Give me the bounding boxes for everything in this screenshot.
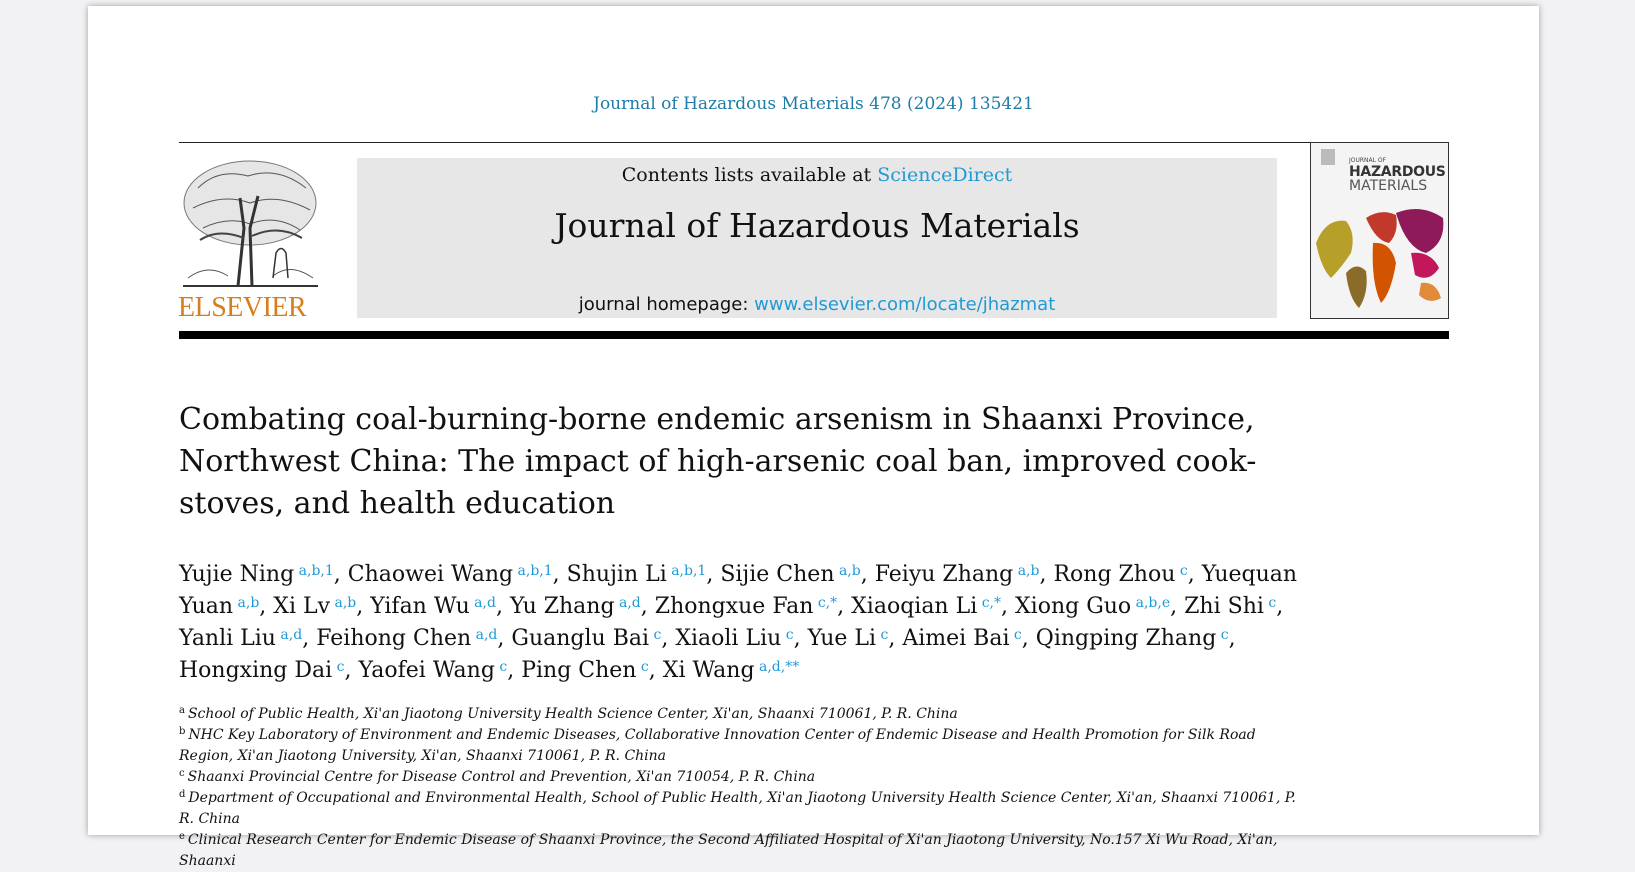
elsevier-tree-icon xyxy=(178,158,323,288)
elsevier-logo[interactable] xyxy=(178,158,323,322)
article-title: Combating coal-burning-borne endemic arsenism in Shaanxi Province, Northwest China: The impact of high-arsenic coal ban, improved cook-stoves, and health education xyxy=(179,402,1257,521)
author-name: Xiaoqian Li xyxy=(851,594,978,619)
affiliation-text: Department of Occupational and Environmental Health, School of Public Health, Xi'an Jiaotong University Health Science Center, Xi'an, Shaanxi 710061, P. R. China xyxy=(179,790,1296,827)
author-affiliation-marker[interactable]: c,* xyxy=(813,595,838,611)
homepage-link[interactable]: www.elsevier.com/locate/jhazmat xyxy=(754,294,1056,315)
author-affiliation-marker[interactable]: a,b,1 xyxy=(294,563,334,579)
homepage-prefix: journal homepage: xyxy=(578,294,755,315)
affiliation-key: d xyxy=(179,789,186,800)
affiliation-list xyxy=(179,704,1309,872)
author-affiliation-marker[interactable]: a,d xyxy=(614,595,641,611)
author-name: Feihong Chen xyxy=(316,626,472,651)
author-list: Yujie Ning $^{a,b,1}$, Chaowei Wang $^{a,b,1}$, Shujin Li $^{a,b,1}$, Sijie Chen $^{a,b}$, Feiyu Zhang $^{a,b}$, Rong Zhou $^c$, Yuequan Yuan $^{a,b}$, Xi Lv $^{a,b}$, Yifan Wu $^{a,d}$, Yu Zhang $^{a,d}$, Zhongxue Fan $^{c,*}$, Xiaoqian Li $^{c,*}$, Xiong Guo $^{a,b,e}$, Zhi Shi $^c$, Yanli Liu $^{a,d}$, Feihong Chen $^{a,d}$, Guanglu Bai $^c$, Xiaoli Liu $^c$, Yue Li $^c$, Aimei Bai $^c$, Qingping Zhang $^c$, Hongxing Dai $^c$, Yaofei Wang $^c$, Ping Chen $^c$, Xi Wang $^{a,d,**}$ xyxy=(179,562,1298,683)
author-name: Yifan Wu xyxy=(370,594,470,619)
author-name: Xi Lv xyxy=(273,594,331,619)
author-name: Feiyu Zhang xyxy=(874,562,1014,587)
author-affiliation-marker[interactable]: a,d,** xyxy=(754,659,800,675)
author-name: Yue Li xyxy=(807,626,877,651)
author-name: Xiong Guo xyxy=(1015,594,1132,619)
author-name: Hongxing Dai xyxy=(179,658,333,683)
affiliation-item xyxy=(179,725,1309,767)
author-affiliation-marker[interactable]: c xyxy=(494,659,508,675)
author-name: Ping Chen xyxy=(521,658,637,683)
author-affiliation-marker[interactable]: a,d xyxy=(469,595,496,611)
author-name: Zhongxue Fan xyxy=(654,594,814,619)
author-affiliation-marker[interactable]: c xyxy=(1263,595,1277,611)
author-affiliation-marker[interactable]: a,b,1 xyxy=(666,563,707,579)
affiliation-key: a xyxy=(179,705,185,716)
affiliation-item xyxy=(179,767,1309,788)
author-affiliation-marker[interactable]: c xyxy=(1216,627,1229,643)
affiliation-key: c xyxy=(179,768,185,779)
author-name: Shujin Li xyxy=(566,562,667,587)
author-name: Sijie Chen xyxy=(720,562,835,587)
author-name: Guanglu Bai xyxy=(511,626,650,651)
affiliation-item xyxy=(179,830,1309,872)
affiliation-item xyxy=(179,788,1309,830)
cover-subtitle: MATERIALS xyxy=(1349,178,1428,194)
header-divider xyxy=(179,142,1365,143)
header-rule xyxy=(179,331,1449,339)
author-affiliation-marker[interactable]: c,* xyxy=(977,595,1001,611)
affiliation-key: e xyxy=(179,831,185,842)
author-name: Aimei Bai xyxy=(902,626,1010,651)
author-name: Yujie Ning xyxy=(179,562,295,587)
contents-prefix: Contents lists available at xyxy=(621,164,878,186)
pdf-page xyxy=(88,6,1539,869)
cover-title: HAZARDOUS xyxy=(1349,164,1446,180)
author-name: Qingping Zhang xyxy=(1035,626,1217,651)
author-affiliation-marker[interactable]: c xyxy=(876,627,889,643)
author-name: Xi Wang xyxy=(662,658,755,683)
journal-banner xyxy=(357,158,1277,318)
affiliation-text: NHC Key Laboratory of Environment and Endemic Diseases, Collaborative Innovation Center of Endemic Disease and Health Promotion for Silk Road Region, Xi'an Jiaotong University, Xi'an, Shaanxi 710061, P. R. China xyxy=(179,727,1256,764)
author-affiliation-marker[interactable]: c xyxy=(781,627,794,643)
journal-cover-image[interactable] xyxy=(1310,142,1449,319)
author-name: Yaofei Wang xyxy=(358,658,495,683)
author-name: Rong Zhou xyxy=(1053,562,1176,587)
author-affiliation-marker[interactable]: a,b xyxy=(330,595,357,611)
author-name: Yuequan Yuan xyxy=(179,562,1298,619)
author-affiliation-marker[interactable]: a,b xyxy=(834,563,861,579)
author-name: Yu Zhang xyxy=(509,594,615,619)
author-affiliation-marker[interactable]: a,b xyxy=(1013,563,1040,579)
affiliation-key: b xyxy=(179,726,186,737)
cover-pretitle: JOURNAL OF xyxy=(1349,157,1387,164)
affiliation-item xyxy=(179,704,1309,725)
author-affiliation-marker[interactable]: c xyxy=(332,659,345,675)
affiliation-text: Clinical Research Center for Endemic Disease of Shaanxi Province, the Second Affiliated Hospital of Xi'an Jiaotong University, No.157 Xi Wu Road, Xi'an, Shaanxi xyxy=(179,832,1278,869)
affiliation-text: School of Public Health, Xi'an Jiaotong University Health Science Center, Xi'an, Shaanxi 710061, P. R. China xyxy=(187,706,958,722)
journal-citation[interactable]: Journal of Hazardous Materials 478 (2024) 135421 xyxy=(593,94,1034,114)
author-affiliation-marker[interactable]: c xyxy=(649,627,662,643)
journal-title: Journal of Hazardous Materials xyxy=(554,206,1080,245)
author-name: Chaowei Wang xyxy=(347,562,514,587)
author-name: Zhi Shi xyxy=(1184,594,1264,619)
author-affiliation-marker[interactable]: c xyxy=(1175,563,1188,579)
author-name: Xiaoli Liu xyxy=(675,626,782,651)
publisher-wordmark: ELSEVIER xyxy=(178,292,307,323)
sciencedirect-link[interactable]: ScienceDirect xyxy=(877,164,1013,186)
homepage-line xyxy=(357,294,1277,315)
author-name: Yanli Liu xyxy=(179,626,276,651)
author-affiliation-marker[interactable]: a,d xyxy=(471,627,498,643)
affiliation-text: Shaanxi Provincial Centre for Disease Control and Prevention, Xi'an 710054, P. R. China xyxy=(187,769,816,785)
contents-line xyxy=(357,164,1277,186)
author-affiliation-marker[interactable]: c xyxy=(636,659,649,675)
author-affiliation-marker[interactable]: c xyxy=(1009,627,1022,643)
author-affiliation-marker[interactable]: a,b xyxy=(233,595,260,611)
author-affiliation-marker[interactable]: a,b,e xyxy=(1131,595,1171,611)
author-affiliation-marker[interactable]: a,d xyxy=(275,627,303,643)
author-affiliation-marker[interactable]: a,b,1 xyxy=(513,563,553,579)
